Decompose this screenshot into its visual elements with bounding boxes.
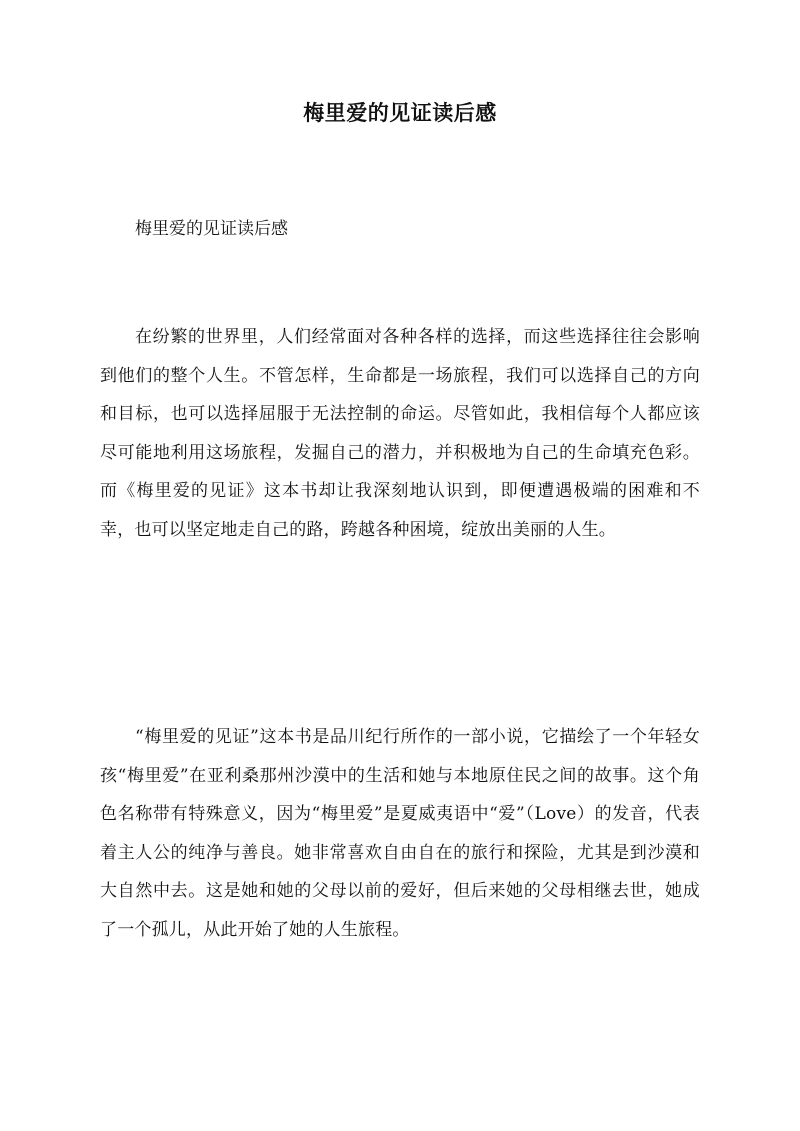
body-paragraph: 在纷繁的世界里，人们经常面对各种各样的选择，而这些选择往往会影响到他们的整个人生。不管怎样，生命都是一场旅程，我们可以选择自己的方向和目标，也可以选择屈服于无法控制的命运。尽管如此，我相信每个人都应该尽可能地利用这场旅程，发掘自己的潜力，并积极地为自己的生命填充色彩。而《梅里爱的见证》这本书却让我深刻地认识到，即便遭遇极端的困难和不幸，也可以坚定地走自己的路，跨越各种困境，绽放出美丽的人生。 (100, 327, 700, 540)
document-title: 梅里爱的见证读后感 (303, 100, 497, 125)
body-paragraph: “梅里爱的见证”这本书是品川纪行所作的一部小说，它描绘了一个年轻女孩“梅里爱”在亚利桑那州沙漠中的生活和她与本地原住民之间的故事。这个角色名称带有特殊意义，因为“梅里爱”是夏威夷语中“爱”（Love）的发音，代表着主人公的纯净与善良。她非常喜欢自由自在的旅行和探险，尤其是到沙漠和大自然中去。这是她和她的父母以前的爱好，但后来她的父母相继去世，她成了一个孤儿，从此开始了她的人生旅程。 (100, 727, 700, 940)
document-subtitle: 梅里爱的见证读后感 (135, 219, 288, 239)
